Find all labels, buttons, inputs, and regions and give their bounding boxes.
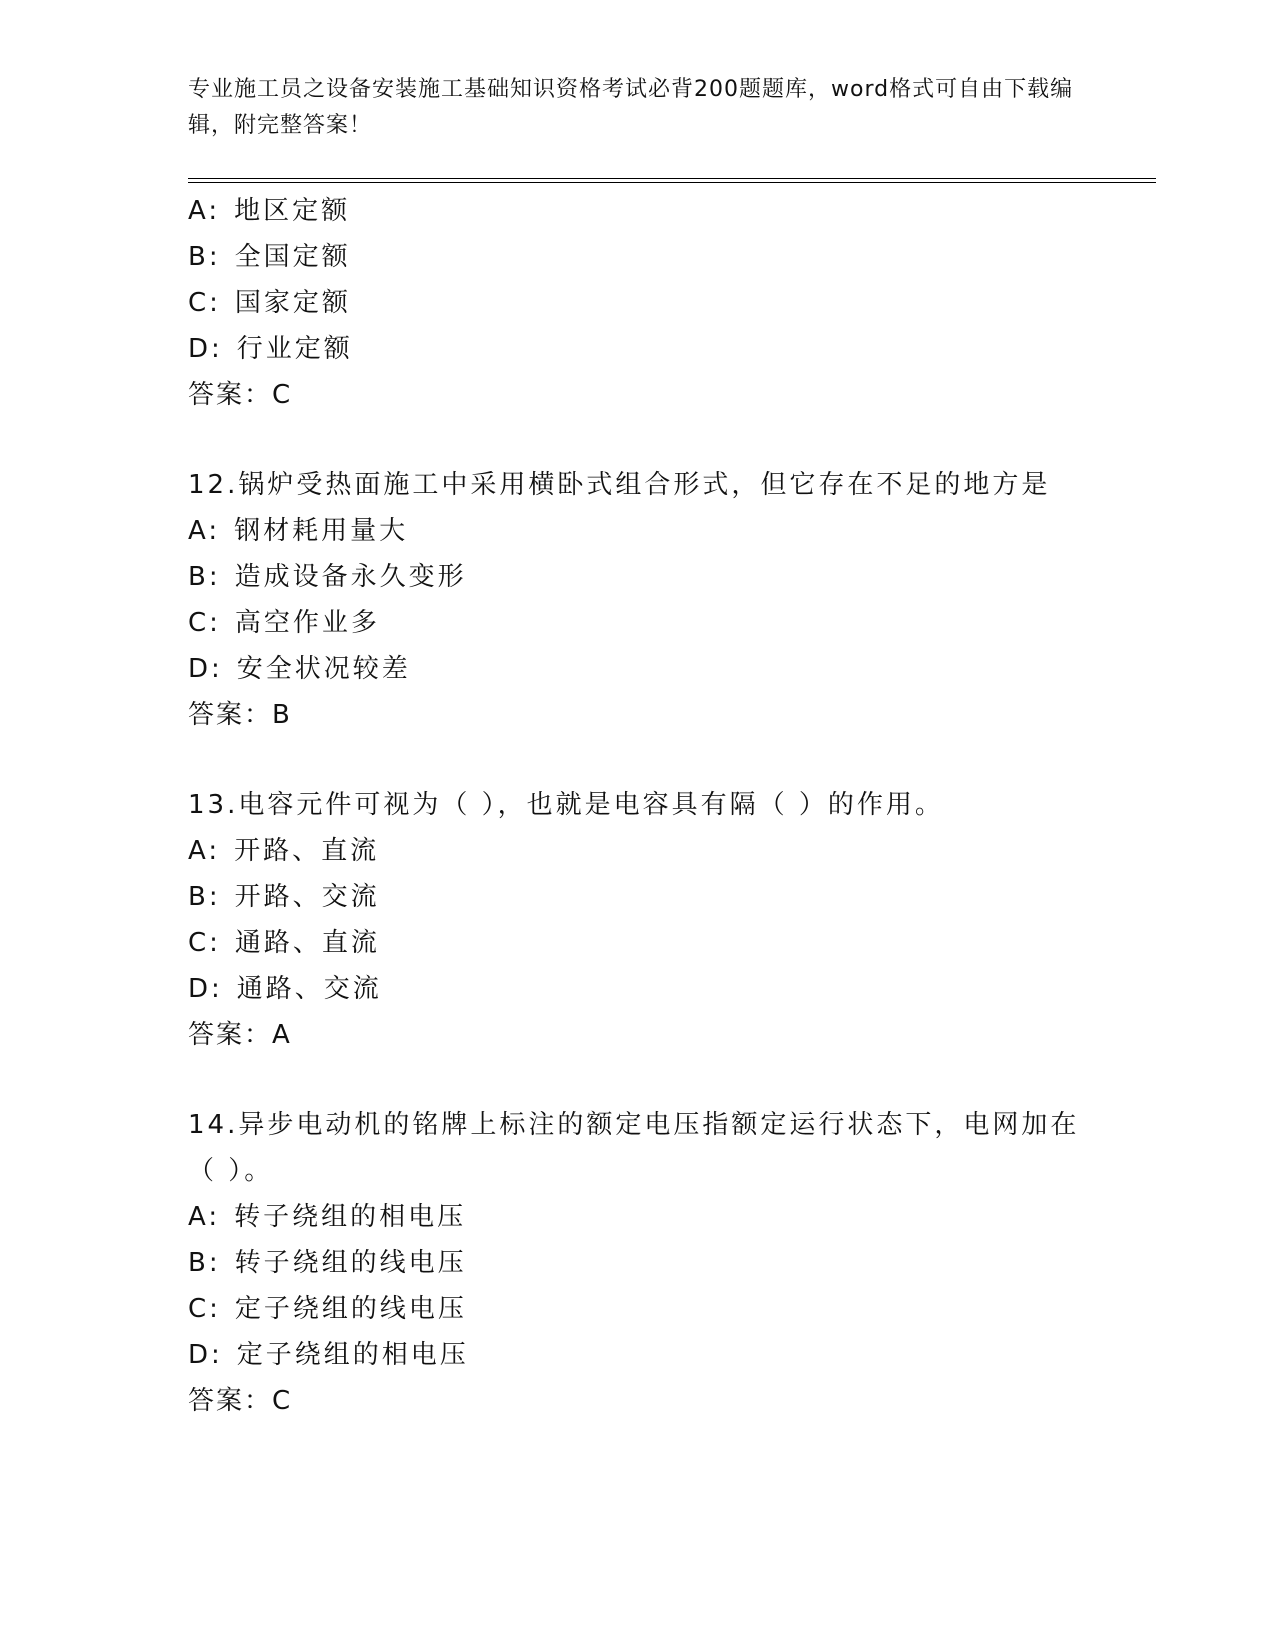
option-a: A: 地区定额 (188, 196, 351, 226)
document-header (188, 72, 1088, 144)
option-d: D: 通路、交流 (188, 974, 382, 1004)
option-b: B: 转子绕组的线电压 (188, 1248, 467, 1278)
header-divider-bottom (188, 182, 1156, 183)
option-b: B: 造成设备永久变形 (188, 562, 467, 592)
answer-line: 答案：C (188, 1386, 292, 1416)
answer-line: 答案：B (188, 700, 291, 730)
option-d: D: 定子绕组的相电压 (188, 1340, 469, 1370)
question-stem-line-2: （ ）。 (188, 1156, 274, 1186)
question-12 (188, 462, 1148, 738)
question-14 (188, 1102, 1148, 1424)
question-13 (188, 782, 1148, 1058)
question-stem-line-1: 14.异步电动机的铭牌上标注的额定电压指额定运行状态下，电网加在 (188, 1110, 1080, 1140)
option-c: C: 国家定额 (188, 288, 351, 318)
option-b: B: 开路、交流 (188, 882, 380, 912)
answer-line: 答案：A (188, 1020, 291, 1050)
answer-line: 答案：C (188, 380, 292, 410)
option-b: B: 全国定额 (188, 242, 351, 272)
option-c: C: 高空作业多 (188, 608, 380, 638)
option-c: C: 通路、直流 (188, 928, 380, 958)
question-list (188, 188, 1148, 1424)
option-c: C: 定子绕组的线电压 (188, 1294, 467, 1324)
option-d: D: 安全状况较差 (188, 654, 411, 684)
question-partial (188, 188, 1148, 418)
header-title: 专业施工员之设备安装施工基础知识资格考试必背200题题库，word格式可自由下载编辑，附完整答案！ (188, 77, 1074, 138)
question-stem: 13.电容元件可视为（ ），也就是电容具有隔（ ）的作用。 (188, 790, 944, 820)
option-a: A: 钢材耗用量大 (188, 516, 409, 546)
option-a: A: 转子绕组的相电压 (188, 1202, 467, 1232)
header-divider-top (188, 178, 1156, 179)
question-stem: 12.锅炉受热面施工中采用横卧式组合形式，但它存在不足的地方是 (188, 470, 1051, 500)
option-a: A: 开路、直流 (188, 836, 380, 866)
option-d: D: 行业定额 (188, 334, 353, 364)
